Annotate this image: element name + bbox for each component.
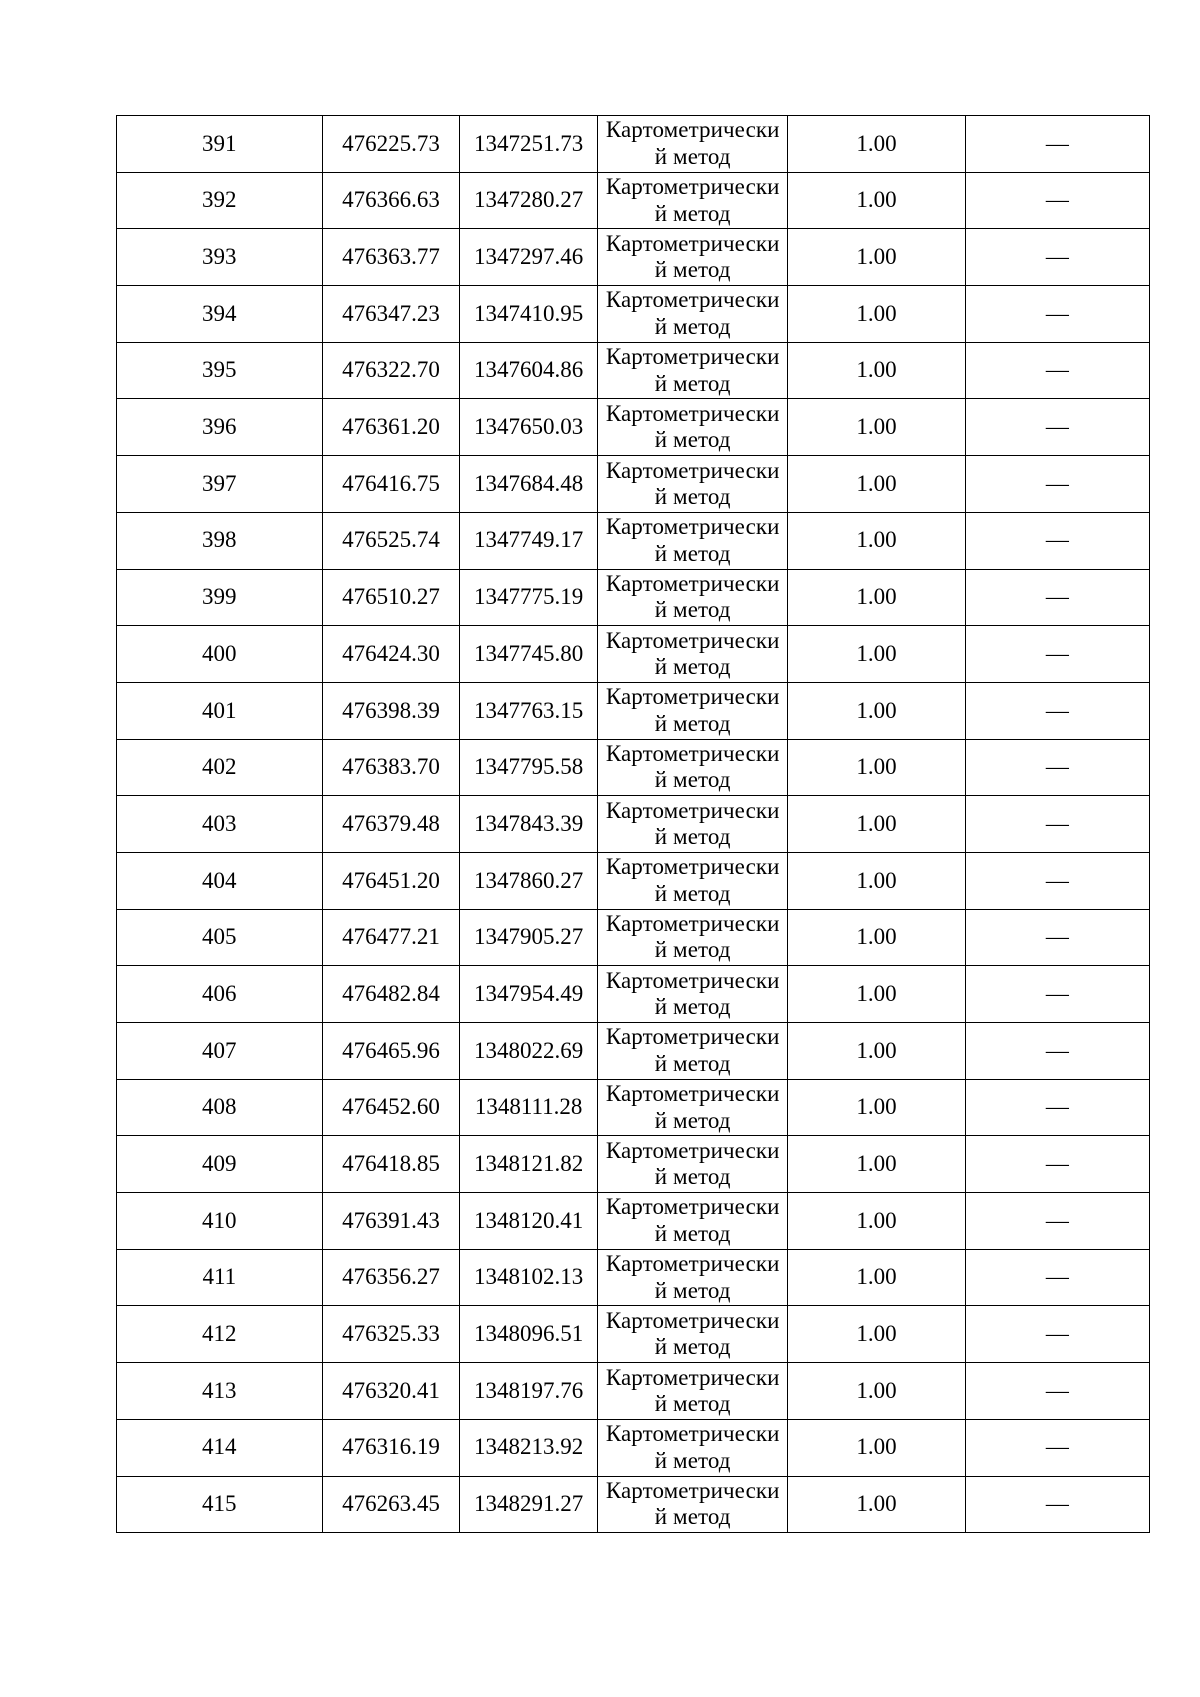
x-coordinate-cell: 476225.73	[322, 116, 460, 173]
y-coordinate-cell: 1347745.80	[460, 626, 598, 683]
method-cell	[598, 796, 788, 853]
y-coordinate-cell: 1348213.92	[460, 1419, 598, 1476]
accuracy-cell: 1.00	[788, 909, 965, 966]
y-coordinate-cell: 1347795.58	[460, 739, 598, 796]
method-cell	[598, 626, 788, 683]
point-number-cell: 399	[117, 569, 323, 626]
method-text-line2: й метод	[654, 540, 731, 566]
point-number-cell: 414	[117, 1419, 323, 1476]
accuracy-cell: 1.00	[788, 1419, 965, 1476]
note-cell: —	[965, 1249, 1149, 1306]
table-body	[117, 116, 1150, 1533]
table-row	[117, 739, 1150, 796]
table-row	[117, 1023, 1150, 1080]
table-row	[117, 682, 1150, 739]
accuracy-cell: 1.00	[788, 682, 965, 739]
table-row	[117, 966, 1150, 1023]
method-text-line1: Картометрически	[605, 967, 780, 993]
x-coordinate-cell: 476347.23	[322, 286, 460, 343]
x-coordinate-cell: 476363.77	[322, 229, 460, 286]
note-cell: —	[965, 682, 1149, 739]
method-text-line1: Картометрически	[605, 1137, 780, 1163]
method-text-line1: Картометрически	[605, 1194, 780, 1220]
method-cell	[598, 682, 788, 739]
accuracy-cell: 1.00	[788, 229, 965, 286]
method-cell	[598, 172, 788, 229]
x-coordinate-cell: 476398.39	[322, 682, 460, 739]
y-coordinate-cell: 1347905.27	[460, 909, 598, 966]
x-coordinate-cell: 476482.84	[322, 966, 460, 1023]
method-cell	[598, 1023, 788, 1080]
note-cell: —	[965, 739, 1149, 796]
method-text-line2: й метод	[654, 1447, 731, 1473]
x-coordinate-cell: 476356.27	[322, 1249, 460, 1306]
x-coordinate-cell: 476325.33	[322, 1306, 460, 1363]
y-coordinate-cell: 1348022.69	[460, 1023, 598, 1080]
method-cell	[598, 1249, 788, 1306]
note-cell: —	[965, 286, 1149, 343]
method-cell	[598, 1079, 788, 1136]
point-number-cell: 391	[117, 116, 323, 173]
x-coordinate-cell: 476510.27	[322, 569, 460, 626]
method-cell	[598, 512, 788, 569]
method-text-line2: й метод	[654, 824, 731, 850]
method-text-line1: Картометрически	[605, 1477, 780, 1503]
method-text-line1: Картометрически	[605, 854, 780, 880]
x-coordinate-cell: 476416.75	[322, 456, 460, 513]
y-coordinate-cell: 1347763.15	[460, 682, 598, 739]
point-number-cell: 402	[117, 739, 323, 796]
note-cell: —	[965, 342, 1149, 399]
accuracy-cell: 1.00	[788, 1136, 965, 1193]
method-text-line2: й метод	[654, 767, 731, 793]
y-coordinate-cell: 1347954.49	[460, 966, 598, 1023]
note-cell: —	[965, 1136, 1149, 1193]
method-text-line1: Картометрически	[605, 230, 780, 256]
method-cell	[598, 456, 788, 513]
table-row	[117, 852, 1150, 909]
x-coordinate-cell: 476465.96	[322, 1023, 460, 1080]
y-coordinate-cell: 1347749.17	[460, 512, 598, 569]
method-cell	[598, 966, 788, 1023]
method-text-line1: Картометрически	[605, 1251, 780, 1277]
y-coordinate-cell: 1347280.27	[460, 172, 598, 229]
method-cell	[598, 229, 788, 286]
note-cell: —	[965, 796, 1149, 853]
method-cell	[598, 1476, 788, 1533]
method-text-line2: й метод	[654, 483, 731, 509]
note-cell: —	[965, 512, 1149, 569]
y-coordinate-cell: 1348291.27	[460, 1476, 598, 1533]
point-number-cell: 409	[117, 1136, 323, 1193]
method-text-line2: й метод	[654, 597, 731, 623]
accuracy-cell: 1.00	[788, 399, 965, 456]
method-text-line1: Картометрически	[605, 174, 780, 200]
method-text-line2: й метод	[654, 937, 731, 963]
table-row	[117, 1306, 1150, 1363]
note-cell: —	[965, 1193, 1149, 1250]
method-text-line1: Картометрически	[605, 400, 780, 426]
method-text-line2: й метод	[654, 1334, 731, 1360]
x-coordinate-cell: 476424.30	[322, 626, 460, 683]
x-coordinate-cell: 476322.70	[322, 342, 460, 399]
method-text-line1: Картометрически	[605, 911, 780, 937]
accuracy-cell: 1.00	[788, 1306, 965, 1363]
method-cell	[598, 1136, 788, 1193]
x-coordinate-cell: 476451.20	[322, 852, 460, 909]
method-cell	[598, 852, 788, 909]
method-text-line1: Картометрически	[605, 514, 780, 540]
table-row	[117, 1079, 1150, 1136]
method-cell	[598, 739, 788, 796]
table-row	[117, 342, 1150, 399]
accuracy-cell: 1.00	[788, 286, 965, 343]
note-cell: —	[965, 1306, 1149, 1363]
method-cell	[598, 1306, 788, 1363]
point-number-cell: 398	[117, 512, 323, 569]
y-coordinate-cell: 1347684.48	[460, 456, 598, 513]
note-cell: —	[965, 1476, 1149, 1533]
table-row	[117, 1193, 1150, 1250]
note-cell: —	[965, 399, 1149, 456]
accuracy-cell: 1.00	[788, 1193, 965, 1250]
accuracy-cell: 1.00	[788, 116, 965, 173]
point-number-cell: 392	[117, 172, 323, 229]
y-coordinate-cell: 1348197.76	[460, 1363, 598, 1420]
x-coordinate-cell: 476525.74	[322, 512, 460, 569]
point-number-cell: 395	[117, 342, 323, 399]
point-number-cell: 405	[117, 909, 323, 966]
method-text-line2: й метод	[654, 313, 731, 339]
table-row	[117, 796, 1150, 853]
point-number-cell: 407	[117, 1023, 323, 1080]
method-text-line1: Картометрически	[605, 740, 780, 766]
point-number-cell: 394	[117, 286, 323, 343]
point-number-cell: 406	[117, 966, 323, 1023]
table-row	[117, 116, 1150, 173]
method-text-line1: Картометрически	[605, 1364, 780, 1390]
y-coordinate-cell: 1347251.73	[460, 116, 598, 173]
note-cell: —	[965, 229, 1149, 286]
point-number-cell: 411	[117, 1249, 323, 1306]
point-number-cell: 413	[117, 1363, 323, 1420]
note-cell: —	[965, 966, 1149, 1023]
note-cell: —	[965, 569, 1149, 626]
method-text-line1: Картометрически	[605, 684, 780, 710]
note-cell: —	[965, 626, 1149, 683]
table-row	[117, 172, 1150, 229]
note-cell: —	[965, 172, 1149, 229]
table-row	[117, 1419, 1150, 1476]
y-coordinate-cell: 1348096.51	[460, 1306, 598, 1363]
note-cell: —	[965, 1363, 1149, 1420]
y-coordinate-cell: 1347843.39	[460, 796, 598, 853]
method-text-line2: й метод	[654, 654, 731, 680]
method-text-line2: й метод	[654, 370, 731, 396]
accuracy-cell: 1.00	[788, 739, 965, 796]
table-row	[117, 229, 1150, 286]
table-row	[117, 1476, 1150, 1533]
table-row	[117, 286, 1150, 343]
x-coordinate-cell: 476361.20	[322, 399, 460, 456]
x-coordinate-cell: 476366.63	[322, 172, 460, 229]
note-cell: —	[965, 1023, 1149, 1080]
method-text-line2: й метод	[654, 1504, 731, 1530]
accuracy-cell: 1.00	[788, 626, 965, 683]
table-row	[117, 1136, 1150, 1193]
method-text-line1: Картометрически	[605, 287, 780, 313]
method-text-line1: Картометрически	[605, 1421, 780, 1447]
point-number-cell: 415	[117, 1476, 323, 1533]
x-coordinate-cell: 476391.43	[322, 1193, 460, 1250]
x-coordinate-cell: 476383.70	[322, 739, 460, 796]
method-cell	[598, 399, 788, 456]
method-text-line2: й метод	[654, 143, 731, 169]
table-row	[117, 569, 1150, 626]
accuracy-cell: 1.00	[788, 342, 965, 399]
table-row	[117, 626, 1150, 683]
point-number-cell: 410	[117, 1193, 323, 1250]
method-text-line1: Картометрически	[605, 344, 780, 370]
y-coordinate-cell: 1348120.41	[460, 1193, 598, 1250]
point-number-cell: 403	[117, 796, 323, 853]
y-coordinate-cell: 1347297.46	[460, 229, 598, 286]
x-coordinate-cell: 476320.41	[322, 1363, 460, 1420]
accuracy-cell: 1.00	[788, 966, 965, 1023]
table-row	[117, 1363, 1150, 1420]
note-cell: —	[965, 909, 1149, 966]
accuracy-cell: 1.00	[788, 1249, 965, 1306]
y-coordinate-cell: 1348121.82	[460, 1136, 598, 1193]
accuracy-cell: 1.00	[788, 512, 965, 569]
x-coordinate-cell: 476418.85	[322, 1136, 460, 1193]
method-cell	[598, 1419, 788, 1476]
accuracy-cell: 1.00	[788, 1363, 965, 1420]
method-text-line2: й метод	[654, 1107, 731, 1133]
table-row	[117, 456, 1150, 513]
accuracy-cell: 1.00	[788, 1023, 965, 1080]
method-text-line2: й метод	[654, 1164, 731, 1190]
method-text-line1: Картометрически	[605, 627, 780, 653]
method-text-line2: й метод	[654, 200, 731, 226]
method-text-line2: й метод	[654, 427, 731, 453]
y-coordinate-cell: 1348102.13	[460, 1249, 598, 1306]
method-text-line1: Картометрически	[605, 797, 780, 823]
note-cell: —	[965, 852, 1149, 909]
method-cell	[598, 342, 788, 399]
method-text-line2: й метод	[654, 1390, 731, 1416]
point-number-cell: 404	[117, 852, 323, 909]
x-coordinate-cell: 476379.48	[322, 796, 460, 853]
method-cell	[598, 116, 788, 173]
method-text-line2: й метод	[654, 1277, 731, 1303]
method-text-line1: Картометрически	[605, 457, 780, 483]
method-text-line2: й метод	[654, 257, 731, 283]
note-cell: —	[965, 1079, 1149, 1136]
x-coordinate-cell: 476477.21	[322, 909, 460, 966]
table-row	[117, 909, 1150, 966]
accuracy-cell: 1.00	[788, 1079, 965, 1136]
point-number-cell: 396	[117, 399, 323, 456]
coordinates-table	[116, 115, 1150, 1533]
method-text-line2: й метод	[654, 1220, 731, 1246]
accuracy-cell: 1.00	[788, 569, 965, 626]
method-cell	[598, 286, 788, 343]
y-coordinate-cell: 1347410.95	[460, 286, 598, 343]
point-number-cell: 393	[117, 229, 323, 286]
method-text-line2: й метод	[654, 1050, 731, 1076]
accuracy-cell: 1.00	[788, 796, 965, 853]
y-coordinate-cell: 1347775.19	[460, 569, 598, 626]
point-number-cell: 397	[117, 456, 323, 513]
method-text-line1: Картометрически	[605, 1307, 780, 1333]
y-coordinate-cell: 1347650.03	[460, 399, 598, 456]
method-cell	[598, 1363, 788, 1420]
method-text-line1: Картометрически	[605, 1024, 780, 1050]
y-coordinate-cell: 1348111.28	[460, 1079, 598, 1136]
point-number-cell: 400	[117, 626, 323, 683]
point-number-cell: 412	[117, 1306, 323, 1363]
method-text-line1: Картометрически	[605, 570, 780, 596]
table-row	[117, 512, 1150, 569]
x-coordinate-cell: 476316.19	[322, 1419, 460, 1476]
method-text-line1: Картометрически	[605, 1081, 780, 1107]
accuracy-cell: 1.00	[788, 456, 965, 513]
x-coordinate-cell: 476452.60	[322, 1079, 460, 1136]
method-text-line1: Картометрически	[605, 117, 780, 143]
y-coordinate-cell: 1347604.86	[460, 342, 598, 399]
note-cell: —	[965, 116, 1149, 173]
note-cell: —	[965, 456, 1149, 513]
point-number-cell: 408	[117, 1079, 323, 1136]
method-text-line2: й метод	[654, 710, 731, 736]
note-cell: —	[965, 1419, 1149, 1476]
y-coordinate-cell: 1347860.27	[460, 852, 598, 909]
table-row	[117, 1249, 1150, 1306]
accuracy-cell: 1.00	[788, 852, 965, 909]
method-text-line2: й метод	[654, 880, 731, 906]
accuracy-cell: 1.00	[788, 172, 965, 229]
point-number-cell: 401	[117, 682, 323, 739]
x-coordinate-cell: 476263.45	[322, 1476, 460, 1533]
method-cell	[598, 1193, 788, 1250]
accuracy-cell: 1.00	[788, 1476, 965, 1533]
method-cell	[598, 909, 788, 966]
method-text-line2: й метод	[654, 994, 731, 1020]
table-row	[117, 399, 1150, 456]
method-cell	[598, 569, 788, 626]
